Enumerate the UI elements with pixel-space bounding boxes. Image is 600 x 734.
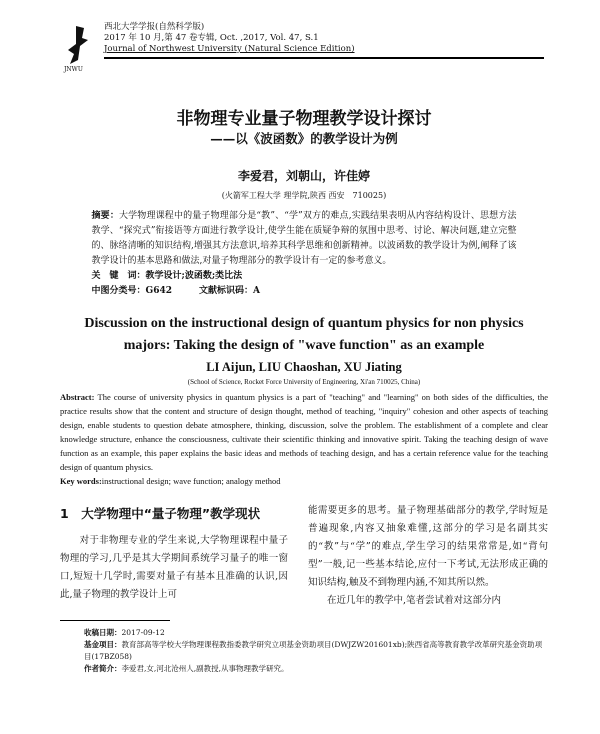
body-right-column	[308, 502, 548, 610]
issue-info: 2017 年 10 月,第 47 卷专辑, Oct. ,2017, Vol. 47, S.1	[104, 33, 319, 43]
article-body	[60, 108, 548, 675]
journal-name-cn: 西北大学学报(自然科学版)	[104, 22, 205, 32]
affiliation-en: (School of Science, Rocket Force University of Engineering, Xi'an 710025, China)	[187, 378, 421, 386]
clc-label: 中图分类号：	[91, 286, 146, 296]
keywords-en-text: instructional design; wave function; analogy method	[101, 476, 281, 486]
section-heading: 1 大学物理中“量子物理”教学现状	[60, 506, 261, 521]
logo-text: JNWU	[64, 66, 83, 73]
author-bio: 作者简介：李爱君,女,河北沧州人,副教授,从事物理教学研究。	[84, 664, 289, 673]
body-right-paragraph-2: 在近几年的教学中,笔者尝试着对这部分内	[308, 595, 502, 606]
received-date: 收稿日期：2017-09-12	[84, 628, 165, 637]
title-en: Discussion on the instructional design of quantum physics for non physics majors: Taking the design of "wave function" as an example	[84, 316, 524, 353]
doc-code-value: A	[253, 286, 261, 296]
body-columns	[60, 502, 548, 610]
footnote-rule	[60, 620, 170, 621]
body-left-column	[60, 502, 288, 610]
doc-code-label: 文献标识码：	[199, 286, 254, 296]
abstract-en-text: The course of university physics in quantum physics is a part of "teaching" and "learning" on both sides of the difficulties, the practice results show that the content and structure of design thought, method of teaching, "inquiry" cohesion and other aspects of teaching design, enable students to question debate atmosphere, thinking, discussion, solve the problem. The establishment of a complete and clear knowledge structure, enhance the consciousness, cultivate their scientific thinking and innovative spirit. Taking the teaching design of wave function as an example, this paper explains the basic ideas and methods of teaching design, and has a certain reference value for the teaching design of quantum physics.	[60, 392, 548, 472]
abstract-cn-text: 大学物理课程中的量子物理部分是“教”、“学”双方的难点,实践结果表明从内容结构设计、思想方法教学、“探究式”衔接语等方面进行教学设计,使学生能在质疑争辩的氛围中思考、讨论、解决问题,建立完整的、脉络清晰的知识结构,增强其方法意识,培养其科学思维和创新精神。以波函数的教学设计为例,阐释了该教学设计的基本思路和做法,对量子物理部分的教学设计有一定的参考意义。	[91, 211, 517, 266]
keywords-en-label: Key words:	[60, 476, 102, 486]
abstract-cn	[92, 209, 517, 299]
footnotes	[60, 627, 548, 675]
body-left-paragraph: 对于非物理专业的学生来说,大学物理课程中量子物理的学习,几乎是其大学期间系统学习量子的唯一窗口,短短十几学时,需要对量子有基本且准确的认识,因此,量子物理的教学设计上可	[60, 535, 288, 600]
keywords-cn-label: 关 键 词：	[91, 271, 146, 281]
clc-value: G642	[145, 286, 172, 296]
header-rule	[104, 57, 544, 59]
keywords-cn-text: 教学设计;波函数;类比法	[145, 271, 243, 281]
journal-name-en: Journal of Northwest University (Natural Science Edition)	[104, 44, 355, 54]
abstract-en	[60, 390, 548, 488]
title-cn: 非物理专业量子物理教学设计探讨	[176, 109, 432, 129]
body-right-paragraph-1: 能需要更多的思考。量子物理基础部分的教学,学时短是普遍现象,内容又抽象难懂,这部分的学习是名副其实的“教”与“学”的难点,学生学习的结果常常是,如“背句型”一般,记一些基本结论,应付一下考试,无法形成正确的知识结构,触及不到物理内涵,不知其所以然。	[308, 505, 548, 588]
abstract-en-label: Abstract:	[60, 392, 95, 402]
abstract-cn-label: 摘要：	[91, 211, 119, 221]
authors-cn: 李爱君，刘朝山，许佳婷	[237, 169, 370, 183]
subtitle-cn: ——以《波函数》的教学设计为例	[210, 131, 398, 146]
journal-header	[104, 22, 544, 59]
fund-project: 基金项目：教育部高等学校大学物理课程教指委教学研究立项基金资助项目(DWJZW201601xb);陕西省高等教育教学改革研究基金资助项目(17BZ058)	[84, 640, 543, 661]
affiliation-cn: (火箭军工程大学 理学院,陕西 西安 710025)	[221, 191, 387, 200]
authors-en: LI Aijun, LIU Chaoshan, XU Jiating	[206, 360, 402, 374]
journal-logo	[62, 24, 96, 66]
